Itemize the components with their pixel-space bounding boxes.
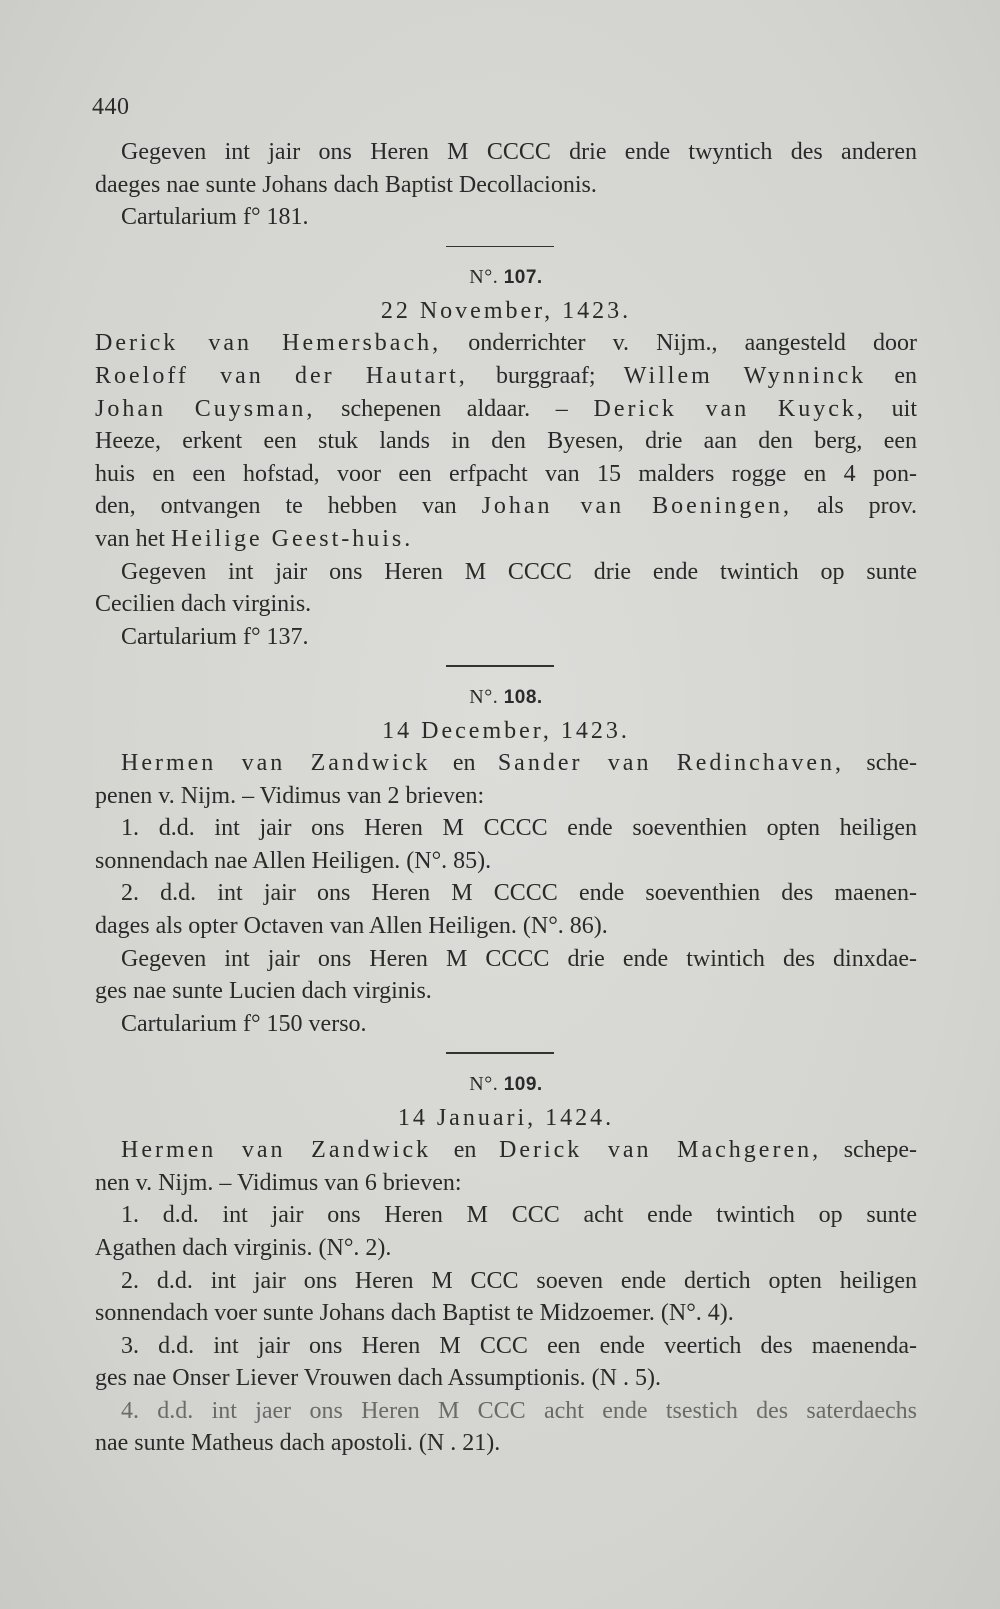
entry-108-line-1: Hermen van Zandwick en Sander van Redinchaven, sche-	[121, 750, 917, 777]
entry-108-line-2: penen v. Nijm. – Vidimus van 2 brieven:	[95, 782, 485, 809]
entry-108-line-7: Gegeven int jair ons Heren M CCCC drie ende twintich des dinxdae-	[121, 945, 917, 972]
section-divider	[446, 246, 554, 248]
entry-number-108: N°. 108.	[469, 685, 543, 708]
entry-number-109: N°. 109.	[469, 1072, 543, 1095]
entry-107-line-9: Cecilien dach virginis.	[95, 591, 312, 618]
entry-109-line-3: 1. d.d. int jair ons Heren M CCC acht ende twintich op sunte	[121, 1202, 917, 1229]
page-number: 440	[92, 94, 130, 120]
section-divider	[446, 665, 554, 667]
entry-108-line-4: sonnendach nae Allen Heiligen. (N°. 85).	[95, 847, 492, 874]
entry-107-line-8: Gegeven int jair ons Heren M CCCC drie ende twintich op sunte	[121, 558, 917, 585]
intro-line-1: Gegeven int jair ons Heren M CCCC drie ende twyntich des anderen	[121, 139, 917, 165]
entry-107-line-3: Johan Cuysman, schepenen aldaar. – Derick van Kuyck, uit	[95, 395, 917, 422]
entry-109-line-10: nae sunte Matheus dach apostoli. (N . 21).	[95, 1430, 501, 1457]
entry-109-line-8: ges nae Onser Liever Vrouwen dach Assumptionis. (N . 5).	[95, 1365, 661, 1392]
entry-107-line-7: van het Heilige Geest-huis.	[95, 526, 414, 553]
entry-109-line-9: 4. d.d. int jaer ons Heren M CCC acht ende tsestich des saterdaechs	[121, 1397, 917, 1424]
entry-109-line-6: sonnendach voer sunte Johans dach Baptist te Midzoemer. (N°. 4).	[95, 1300, 734, 1327]
section-divider	[446, 1052, 554, 1054]
entry-109-line-1: Hermen van Zandwick en Derick van Machgeren, schepe-	[121, 1137, 917, 1164]
entry-108-line-9: Cartularium f° 150 verso.	[121, 1010, 367, 1037]
entry-109-line-7: 3. d.d. int jair ons Heren M CCC een ende veertich des maenenda-	[121, 1332, 917, 1359]
entry-107-line-5: huis en een hofstad, voor een erfpacht van 15 malders rogge en 4 pon-	[95, 460, 917, 487]
entry-date-107: 22 November, 1423.	[380, 297, 632, 324]
entry-108-line-6: dages als opter Octaven van Allen Heiligen. (N°. 86).	[95, 913, 608, 940]
entry-109-line-2: nen v. Nijm. – Vidimus van 6 brieven:	[95, 1169, 462, 1196]
entry-109-line-5: 2. d.d. int jair ons Heren M CCC soeven ende dertich opten heiligen	[121, 1267, 917, 1294]
intro-line-3: Cartularium f° 181.	[121, 204, 309, 231]
entry-108-line-3: 1. d.d. int jair ons Heren M CCCC ende soeventhien opten heiligen	[121, 815, 917, 842]
entry-109-line-4: Agathen dach virginis. (N°. 2).	[95, 1234, 392, 1261]
entry-date-108: 14 December, 1423.	[382, 717, 630, 744]
entry-108-line-8: ges nae sunte Lucien dach virginis.	[95, 978, 432, 1005]
entry-107-line-10: Cartularium f° 137.	[121, 623, 309, 650]
entry-108-line-5: 2. d.d. int jair ons Heren M CCCC ende soeventhien des maenen-	[121, 880, 917, 907]
entry-107-line-2: Roeloff van der Hautart, burggraaf; Willem Wynninck en	[95, 363, 917, 390]
intro-line-2: daeges nae sunte Johans dach Baptist Decollacionis.	[95, 171, 597, 198]
entry-107-line-1: Derick van Hemersbach, onderrichter v. Nijm., aangesteld door	[95, 330, 917, 357]
entry-number-107: N°. 107.	[469, 266, 543, 289]
entry-107-line-4: Heeze, erkent een stuk lands in den Byesen, drie aan den berg, een	[95, 428, 917, 455]
entry-date-109: 14 Januari, 1424.	[397, 1104, 615, 1131]
entry-107-line-6: den, ontvangen te hebben van Johan van Boeningen, als prov.	[95, 493, 917, 520]
page-body	[95, 136, 917, 1460]
